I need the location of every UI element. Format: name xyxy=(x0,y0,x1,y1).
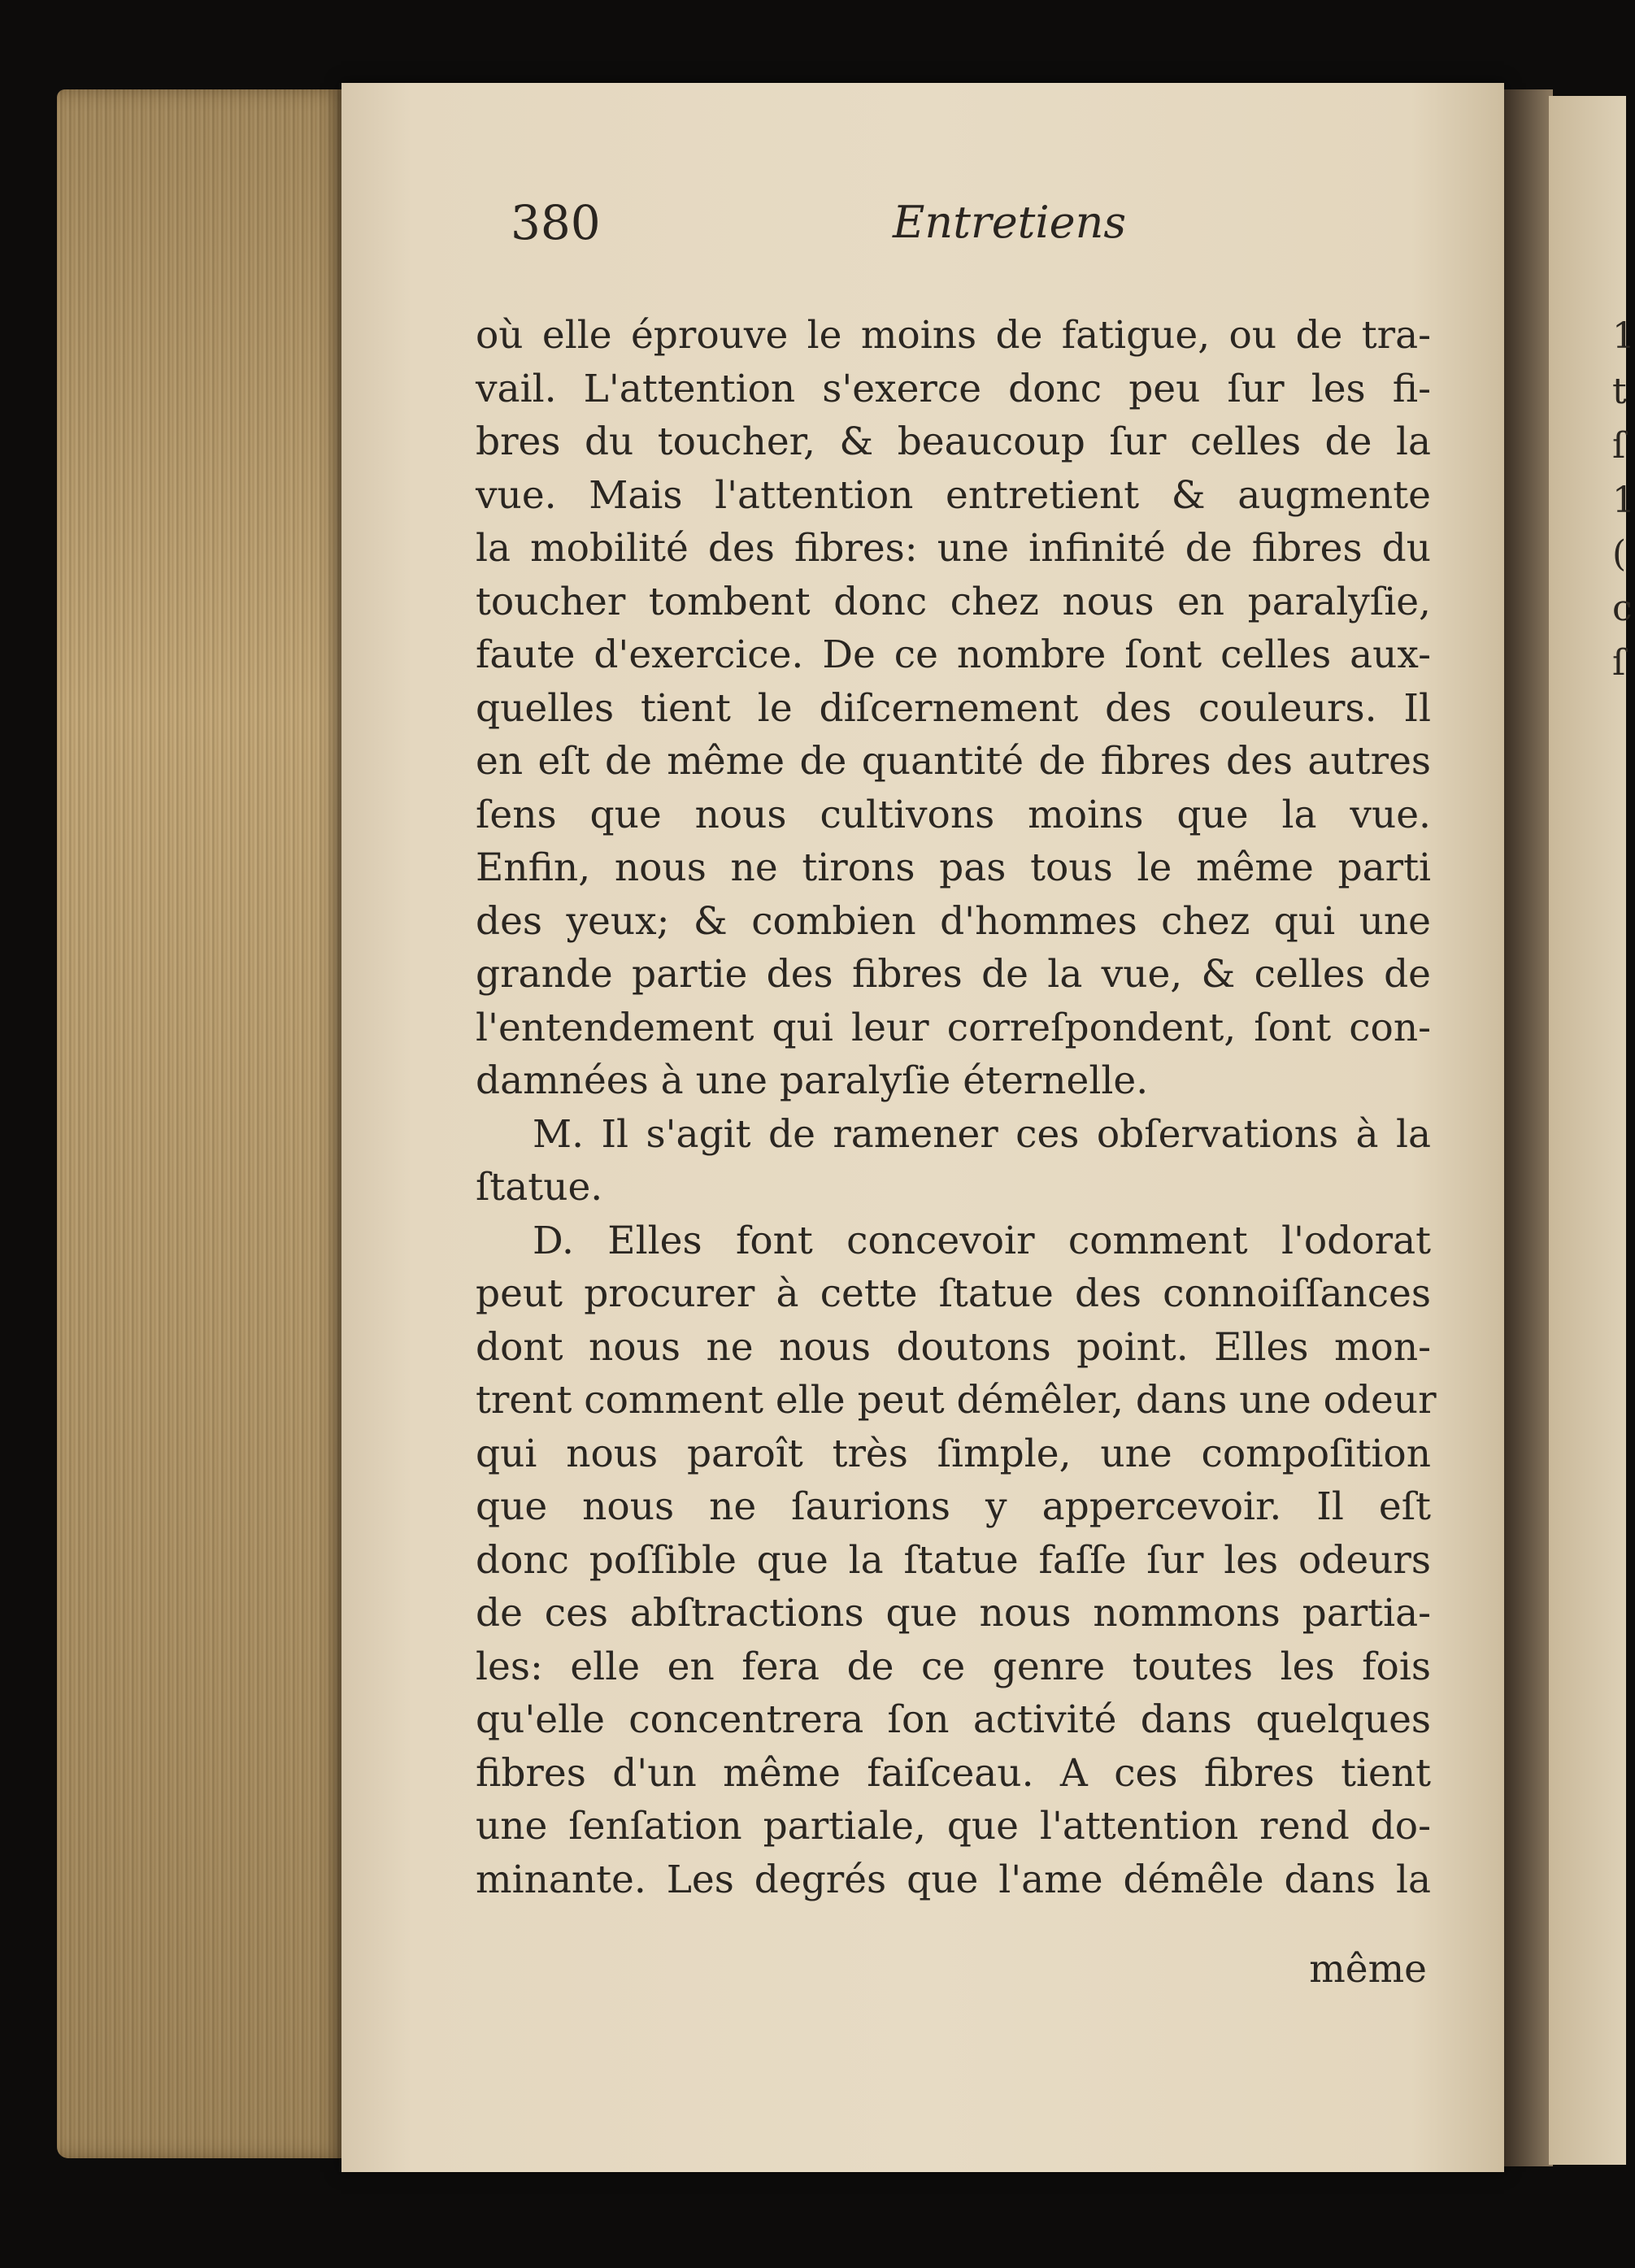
facing-fragment: 1 xyxy=(1612,315,1635,357)
facing-fragment: t xyxy=(1612,371,1627,412)
text-line: vail. L'attention s'exerce donc peu ſur les fi- xyxy=(476,366,1431,411)
text-line: grande partie des fibres de la vue, & celles de xyxy=(476,952,1431,997)
text-line: D. Elles font concevoir comment l'odorat xyxy=(533,1218,1431,1263)
text-line: bres du toucher, & beaucoup ſur celles de la xyxy=(476,419,1431,464)
facing-fragment: 1 xyxy=(1612,480,1635,521)
text-line: la mobilité des fibres: une infinité de fibres du xyxy=(476,526,1431,571)
text-line: dont nous ne nous doutons point. Elles mon- xyxy=(476,1324,1431,1370)
text-line: peut procurer à cette ſtatue des connoiſſances xyxy=(476,1271,1431,1316)
text-line: de ces abſtractions que nous nommons partia- xyxy=(476,1591,1431,1636)
text-line: donc poſſible que la ſtatue faſſe ſur les odeurs xyxy=(476,1537,1431,1583)
text-line: damnées à une paralyſie éternelle. xyxy=(476,1058,1149,1103)
text-line: trent comment elle peut démêler, dans une odeur xyxy=(476,1378,1437,1423)
text-line: qui nous paroît très ſimple, une compoſition xyxy=(476,1431,1431,1476)
running-head: Entretiens xyxy=(893,197,1127,248)
text-line: où elle éprouve le moins de fatigue, ou de tra- xyxy=(476,313,1431,358)
text-line: vue. Mais l'attention entretient & augmente xyxy=(476,472,1431,518)
text-line: M. Il s'agit de ramener ces obſervations à la xyxy=(533,1111,1431,1157)
text-line: minante. Les degrés que l'ame démêle dans la xyxy=(476,1857,1431,1902)
text-line: en eſt de même de quantité de fibres des autres xyxy=(476,739,1431,784)
body-text xyxy=(476,309,1437,1906)
page-edges xyxy=(57,89,350,2158)
text-line: fibres d'un même faiſceau. A ces fibres tient xyxy=(476,1750,1431,1796)
text-line: que nous ne ſaurions y appercevoir. Il eſt xyxy=(476,1484,1431,1529)
text-line: une ſenſation partiale, que l'attention rend do- xyxy=(476,1804,1431,1849)
gutter-shadow xyxy=(1504,89,1553,2166)
text-line: qu'elle concentrera ſon activité dans quelques xyxy=(476,1697,1431,1742)
text-line: ſtatue. xyxy=(476,1165,603,1210)
text-line: les: elle en fera de ce genre toutes les fois xyxy=(476,1644,1431,1689)
text-line: quelles tient le diſcernement des couleurs. Il xyxy=(476,685,1431,731)
text-line: ſens que nous cultivons moins que la vue. xyxy=(476,792,1431,837)
text-line: faute d'exercice. De ce nombre ſont celles aux- xyxy=(476,632,1431,677)
catchword: même xyxy=(1309,1947,1427,1992)
page-header xyxy=(511,195,1429,260)
text-line: toucher tombent donc chez nous en paralyſie, xyxy=(476,579,1431,624)
facing-fragment: ſ xyxy=(1612,425,1626,467)
facing-fragment: ſ xyxy=(1612,642,1626,684)
page-number: 380 xyxy=(511,195,601,250)
text-line: Enfin, nous ne tirons pas tous le même parti xyxy=(476,845,1431,890)
facing-page xyxy=(1549,96,1635,2165)
text-line: des yeux; & combien d'hommes chez qui une xyxy=(476,898,1431,944)
facing-fragment: ( xyxy=(1612,533,1627,575)
facing-fragment: c xyxy=(1612,588,1633,629)
text-line: l'entendement qui leur correſpondent, ſont con- xyxy=(476,1005,1431,1050)
